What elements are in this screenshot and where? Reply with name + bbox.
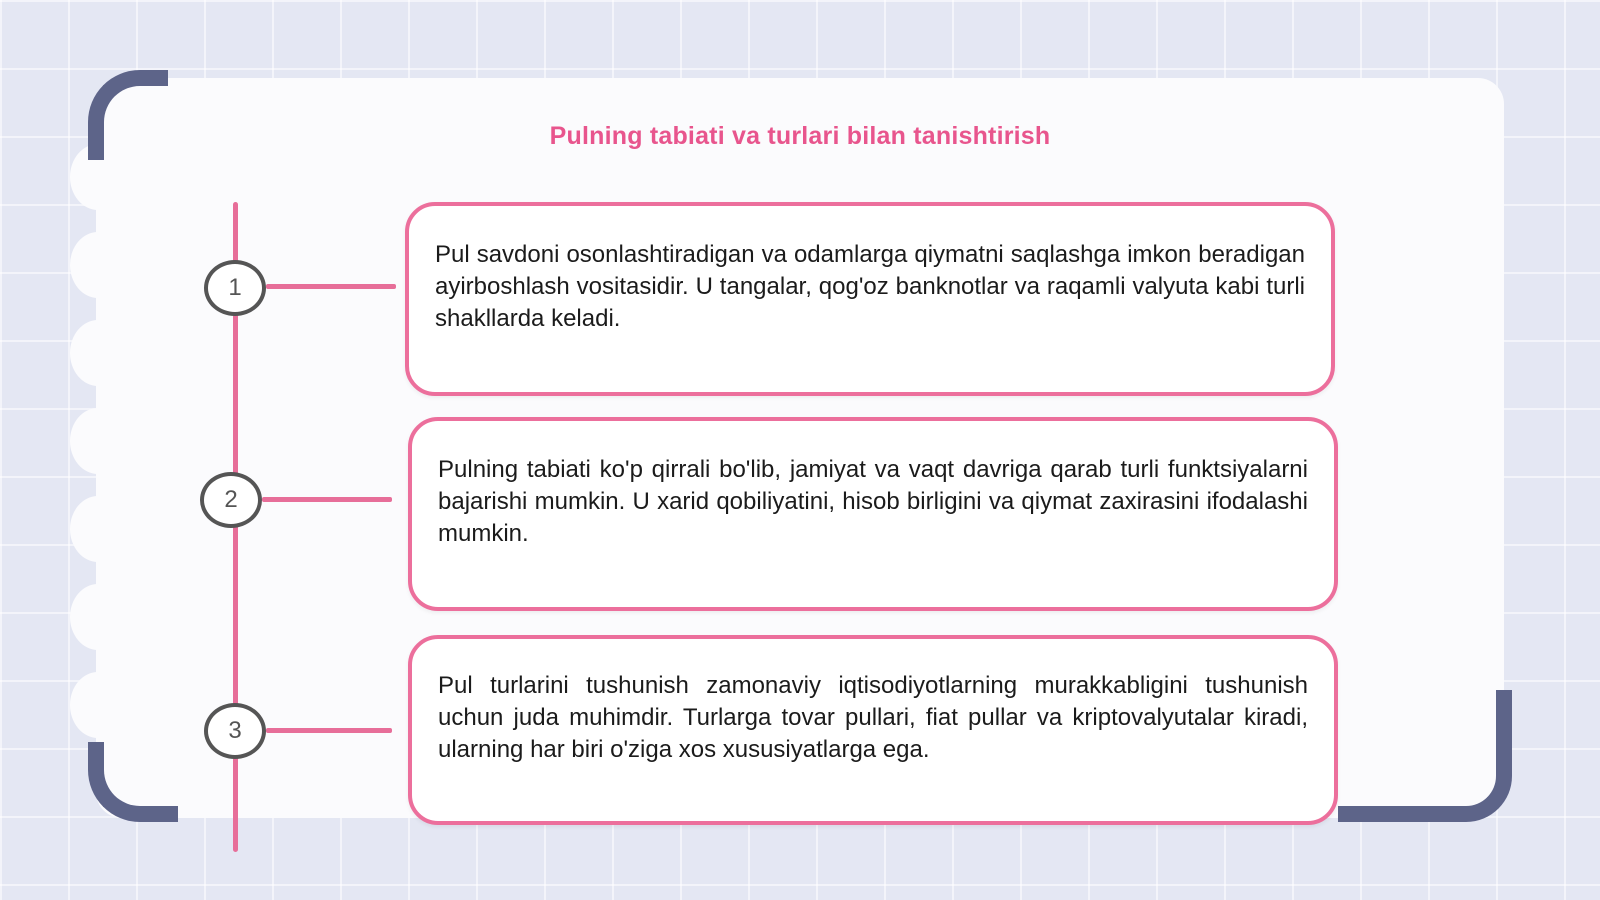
step-number: 2	[224, 486, 238, 513]
text-box-content: Pul savdoni osonlashtiradigan va odamlarga qiymatni saqlashga imkon beradigan ayirboshlash vositasidir. U tangalar, qog'oz banknotlar va raqamli valyuta kabi turli shakllarda keladi.	[435, 241, 1305, 332]
scallop-edge	[70, 496, 126, 562]
text-box-3	[408, 635, 1338, 825]
scallop-edge	[70, 672, 126, 738]
step-marker-1	[204, 260, 266, 316]
text-box-1	[405, 202, 1335, 396]
scallop-edge	[70, 232, 126, 298]
step-marker-2	[200, 472, 262, 528]
slide-title: Pulning tabiati va turlari bilan tanishtirish	[549, 122, 1051, 150]
text-box-2	[408, 417, 1338, 611]
corner-bracket-bottom-right	[1338, 690, 1512, 822]
scallop-edge	[70, 584, 126, 650]
timeline-connector	[266, 284, 396, 289]
text-box-content: Pulning tabiati ko'p qirrali bo'lib, jamiyat va vaqt davriga qarab turli funktsiyalarni bajarishi mumkin. U xarid qobiliyatini, hisob birligini va qiymat zaxirasini ifodalashi mumkin.	[438, 456, 1308, 547]
text-box-content: Pul turlarini tushunish zamonaviy iqtisodiyotlarning murakkabligini tushunish uchun juda muhimdir. Turlarga tovar pullari, fiat pullar va kriptovalyutalar kiradi, ularning har biri o'ziga xos xususiyatlarga ega.	[438, 672, 1308, 763]
step-marker-3	[204, 703, 266, 759]
step-number: 1	[228, 274, 242, 301]
scallop-edge	[70, 408, 126, 474]
timeline-connector	[266, 728, 392, 733]
corner-bracket-bottom-left	[88, 742, 178, 822]
step-number: 3	[228, 717, 242, 744]
timeline-connector	[262, 497, 392, 502]
scallop-edge	[70, 320, 126, 386]
